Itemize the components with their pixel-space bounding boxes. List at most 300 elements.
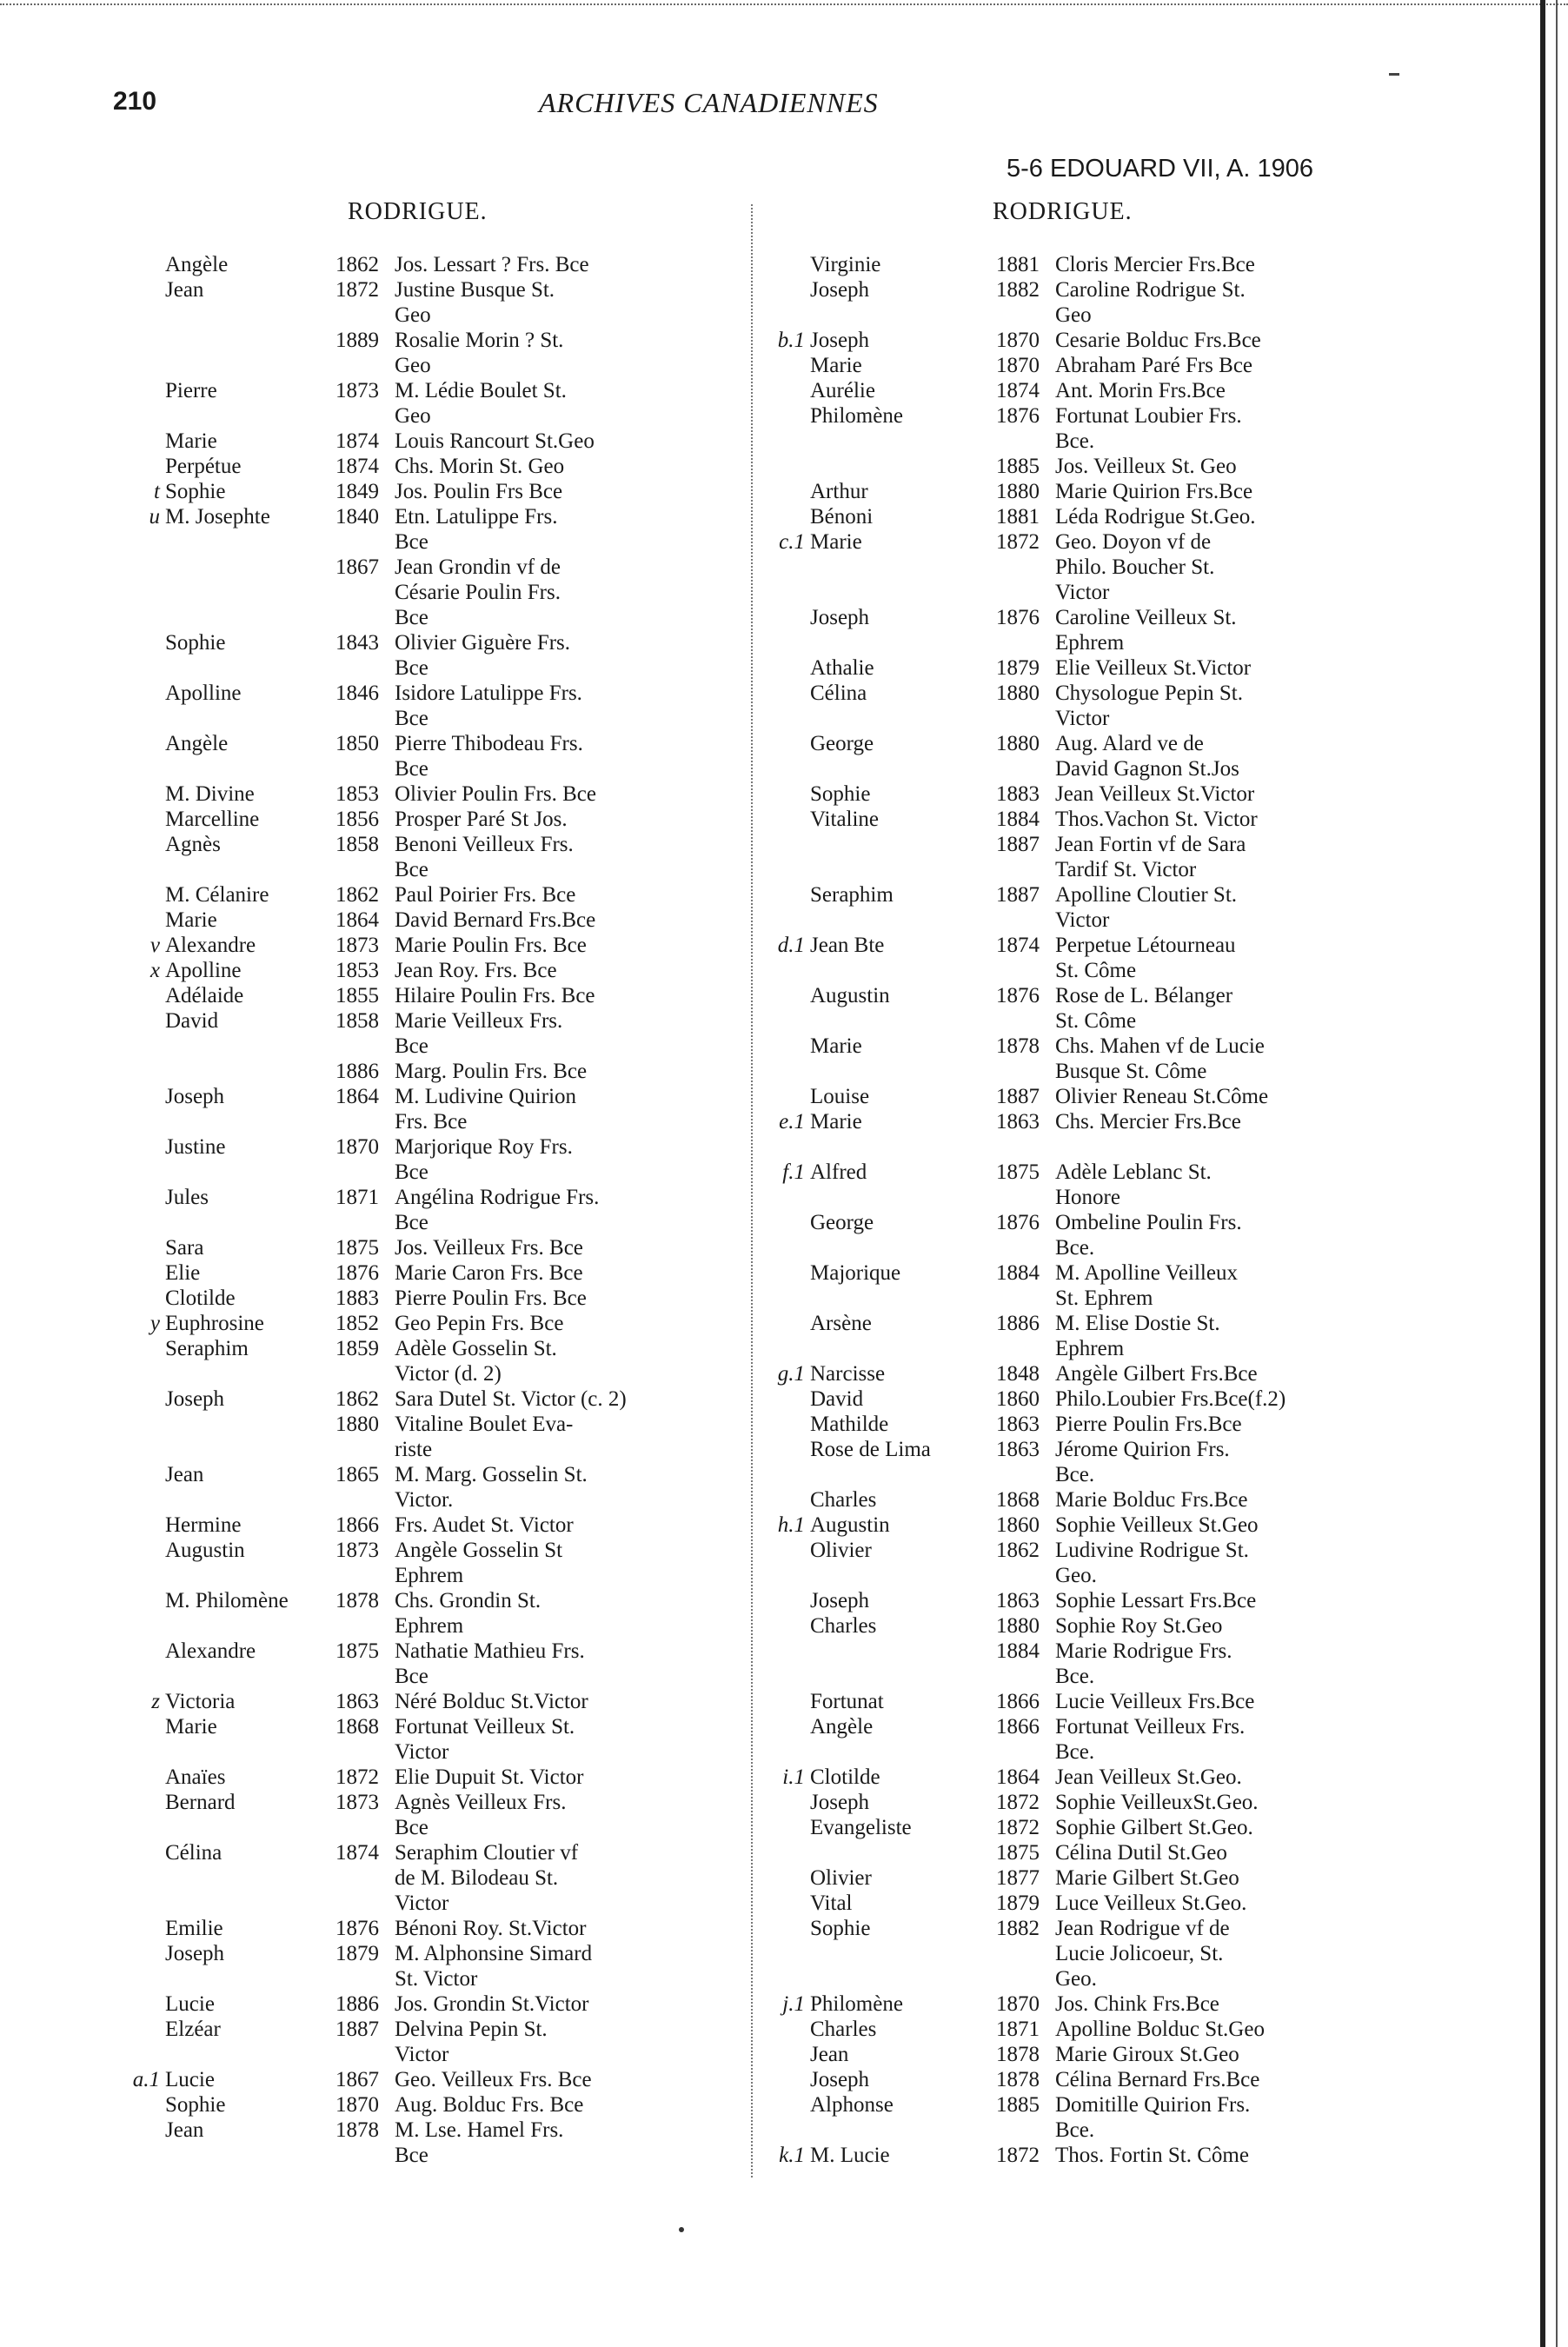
register-entry — [113, 429, 739, 454]
entry-mark — [758, 1613, 810, 1639]
entry-name: Joseph — [165, 1387, 225, 1411]
entry-year — [336, 2042, 395, 2067]
entry-name: Joseph — [810, 1589, 870, 1612]
register-entry — [113, 933, 739, 958]
register-entry — [113, 1689, 739, 1714]
entry-name: Joseph — [165, 1085, 225, 1108]
entry-year — [336, 857, 395, 882]
entry-spouse: St. Ephrem — [1055, 1287, 1153, 1310]
entry-year: 1881 — [996, 505, 1040, 529]
entry-name: Vitaline — [810, 808, 880, 831]
entry-mark — [758, 1714, 810, 1739]
entry-name: M. Célanire — [165, 883, 269, 907]
entry-year: 1863 — [996, 1589, 1040, 1612]
entry-name: Marie — [810, 1110, 862, 1134]
entry-mark — [758, 1916, 810, 1941]
entry-spouse: Marie Veilleux Frs. — [395, 1009, 563, 1033]
register-entry — [758, 1437, 1419, 1462]
entry-year — [336, 353, 395, 378]
register-entry — [113, 1185, 739, 1210]
entry-spouse: St. Victor — [395, 1967, 478, 1991]
entry-name: Sophie — [810, 782, 871, 806]
register-entry — [758, 1109, 1419, 1134]
entry-spouse: Olivier Giguère Frs. — [395, 631, 571, 655]
entry-mark — [113, 807, 165, 832]
entry-mark — [758, 1336, 810, 1361]
entry-name: M. Divine — [165, 782, 255, 806]
entry-mark — [113, 403, 165, 429]
register-entry — [113, 1487, 739, 1513]
entry-spouse: Olivier Poulin Frs. Bce — [395, 782, 596, 806]
entry-year — [996, 1462, 1055, 1487]
entry-year: 1878 — [996, 1034, 1040, 1058]
entry-year: 1874 — [336, 429, 379, 453]
entry-spouse: Isidore Latulippe Frs. — [395, 681, 582, 705]
entry-mark — [758, 1790, 810, 1815]
entry-spouse: Paul Poirier Frs. Bce — [395, 883, 576, 907]
register-entry — [113, 781, 739, 807]
entry-spouse: Hilaire Poulin Frs. Bce — [395, 984, 595, 1007]
entry-mark — [758, 756, 810, 781]
entry-name: Adélaide — [165, 984, 244, 1007]
entry-mark — [758, 1134, 810, 1160]
entry-name: Athalie — [810, 656, 874, 680]
entry-year: 1870 — [336, 2093, 379, 2117]
register-entry — [758, 2092, 1419, 2118]
register-entry — [113, 1538, 739, 1563]
entry-spouse: Bce. — [1055, 2118, 1095, 2142]
entry-name — [810, 857, 996, 882]
entry-name: Marie — [810, 530, 862, 554]
entry-spouse: Geo — [395, 404, 431, 428]
register-entry — [113, 1714, 739, 1739]
entry-spouse: Pierre Thibodeau Frs. — [395, 732, 583, 755]
entry-mark — [113, 655, 165, 681]
entry-spouse: Busque St. Côme — [1055, 1060, 1207, 1083]
register-entry — [758, 681, 1419, 706]
register-entry — [113, 1286, 739, 1311]
entry-name: M. Josephte — [165, 505, 270, 529]
entry-year: 1840 — [336, 505, 379, 529]
entry-mark — [758, 1487, 810, 1513]
register-entry — [758, 303, 1419, 328]
entry-mark — [113, 605, 165, 630]
entry-mark — [113, 1286, 165, 1311]
register-entry — [758, 731, 1419, 756]
entry-name: Pierre — [165, 379, 217, 402]
entry-name — [165, 857, 336, 882]
entry-spouse: Jos. Veilleux Frs. Bce — [395, 1236, 583, 1260]
entry-mark — [758, 1210, 810, 1235]
entry-year: 1862 — [336, 883, 379, 907]
register-entry — [113, 2092, 739, 2118]
entry-mark — [113, 1487, 165, 1513]
entry-spouse: Marie Caron Frs. Bce — [395, 1261, 583, 1285]
right-column-heading: RODRIGUE. — [993, 198, 1133, 225]
register-entry — [758, 555, 1419, 580]
entry-mark — [758, 2092, 810, 2118]
entry-spouse: M. Alphonsine Simard — [395, 1942, 593, 1965]
register-entry — [113, 529, 739, 555]
entry-mark — [758, 2042, 810, 2067]
register-entry — [113, 908, 739, 933]
entry-mark — [758, 2118, 810, 2143]
entry-year: 1876 — [996, 984, 1040, 1007]
register-entry — [113, 1563, 739, 1588]
entry-spouse: Bce — [395, 1211, 429, 1234]
register-entry — [758, 1412, 1419, 1437]
entry-year — [996, 630, 1055, 655]
entry-year — [996, 429, 1055, 454]
entry-name — [165, 1739, 336, 1765]
entry-year: 1873 — [336, 934, 379, 957]
register-entry — [758, 882, 1419, 908]
entry-mark — [758, 277, 810, 303]
entry-mark — [113, 1815, 165, 1840]
entry-mark — [758, 1286, 810, 1311]
entry-mark — [113, 2092, 165, 2118]
entry-name — [165, 328, 336, 353]
entry-name: Sophie — [810, 1917, 871, 1940]
entry-name — [165, 655, 336, 681]
entry-year: 1849 — [336, 480, 379, 503]
register-entry — [758, 1260, 1419, 1286]
register-entry — [758, 1588, 1419, 1613]
entry-year — [336, 1109, 395, 1134]
entry-spouse: M. Lédie Boulet St. — [395, 379, 567, 402]
register-entry — [113, 1991, 739, 2017]
register-entry — [113, 277, 739, 303]
entry-name: Marcelline — [165, 808, 260, 831]
entry-name: Charles — [810, 2018, 877, 2041]
scan-artifact-top — [0, 3, 1568, 14]
entry-year: 1889 — [336, 329, 379, 352]
register-entry — [758, 1966, 1419, 1991]
entry-name: Joseph — [810, 329, 870, 352]
register-entry — [758, 1991, 1419, 2017]
entry-name — [165, 529, 336, 555]
entry-year: 1882 — [996, 278, 1040, 302]
entry-name: Joseph — [810, 2068, 870, 2091]
entry-mark — [113, 630, 165, 655]
entry-mark — [758, 983, 810, 1008]
entry-mark: j.1 — [782, 1992, 805, 2016]
register-entry — [113, 1941, 739, 1966]
register-entry — [113, 1260, 739, 1286]
entry-name — [810, 1286, 996, 1311]
entry-year: 1866 — [996, 1690, 1040, 1713]
entry-spouse: Domitille Quirion Frs. — [1055, 2093, 1251, 2117]
register-entry — [758, 1210, 1419, 1235]
entry-year: 1876 — [996, 404, 1040, 428]
entry-name: M. Lucie — [810, 2144, 890, 2167]
register-entry — [758, 479, 1419, 504]
entry-spouse: Chs. Mahen vf de Lucie — [1055, 1034, 1265, 1058]
entry-mark — [113, 1739, 165, 1765]
entry-mark — [113, 1588, 165, 1613]
entry-mark — [758, 1563, 810, 1588]
entry-mark — [113, 2118, 165, 2143]
entry-spouse: Geo. Veilleux Frs. Bce — [395, 2068, 592, 2091]
entry-year — [996, 1966, 1055, 1991]
entry-name — [165, 1487, 336, 1513]
entry-spouse: Chysologue Pepin St. — [1055, 681, 1243, 705]
entry-mark — [113, 303, 165, 328]
entry-name: Emilie — [165, 1917, 223, 1940]
entry-name — [165, 1815, 336, 1840]
register-entry — [113, 479, 739, 504]
entry-mark — [113, 429, 165, 454]
entry-mark — [758, 832, 810, 857]
entry-year — [336, 706, 395, 731]
entry-spouse: Cloris Mercier Frs.Bce — [1055, 253, 1255, 276]
entry-name — [810, 832, 996, 857]
register-entry — [113, 328, 739, 353]
register-entry — [758, 807, 1419, 832]
entry-mark — [758, 353, 810, 378]
register-entry — [113, 1588, 739, 1613]
entry-year — [336, 1361, 395, 1386]
entry-year — [336, 756, 395, 781]
entry-spouse: Célina Bernard Frs.Bce — [1055, 2068, 1260, 2091]
entry-mark — [758, 1412, 810, 1437]
entry-name: Alphonse — [810, 2093, 894, 2117]
entry-spouse: Bce — [395, 858, 429, 881]
page-edge-border — [1540, 0, 1545, 2347]
entry-year: 1862 — [996, 1539, 1040, 1562]
register-entry — [113, 983, 739, 1008]
entry-mark — [758, 403, 810, 429]
register-entry — [113, 1336, 739, 1361]
register-entry — [758, 1714, 1419, 1739]
entry-spouse: Elie Veilleux St.Victor — [1055, 656, 1252, 680]
entry-spouse: Jean Fortin vf de Sara — [1055, 833, 1246, 856]
scan-mark — [1389, 73, 1399, 76]
entry-name: David — [165, 1009, 219, 1033]
register-entry — [113, 1386, 739, 1412]
entry-name — [165, 1210, 336, 1235]
entry-mark — [113, 1790, 165, 1815]
entry-year: 1887 — [996, 883, 1040, 907]
entry-mark — [758, 1260, 810, 1286]
entry-mark — [758, 706, 810, 731]
entry-mark — [113, 1210, 165, 1235]
entry-spouse: Abraham Paré Frs Bce — [1055, 354, 1253, 377]
entry-year: 1878 — [336, 2118, 379, 2142]
entry-year: 1884 — [996, 808, 1040, 831]
entry-year: 1872 — [336, 278, 379, 302]
entry-year: 1863 — [996, 1413, 1040, 1436]
entry-mark — [758, 958, 810, 983]
entry-year: 1866 — [996, 1715, 1040, 1739]
entry-mark — [758, 303, 810, 328]
entry-mark: k.1 — [779, 2144, 805, 2167]
entry-name: Philomène — [810, 1992, 903, 2016]
entry-mark — [758, 555, 810, 580]
entry-name — [810, 1008, 996, 1034]
entry-name — [810, 1966, 996, 1991]
entry-mark — [758, 655, 810, 681]
entry-name: Apolline — [165, 959, 242, 982]
entry-name — [165, 1891, 336, 1916]
entry-mark: i.1 — [782, 1765, 805, 1789]
entry-name: Olivier — [810, 1866, 872, 1890]
entry-name: Clotilde — [810, 1765, 880, 1789]
entry-spouse: Luce Veilleux St.Geo. — [1055, 1892, 1247, 1915]
register-entry — [113, 1966, 739, 1991]
entry-mark — [758, 630, 810, 655]
entry-spouse: Chs. Mercier Frs.Bce — [1055, 1110, 1241, 1134]
entry-spouse: Perpetue Létourneau — [1055, 934, 1236, 957]
entry-spouse: Thos. Fortin St. Côme — [1055, 2144, 1249, 2167]
entry-spouse: Victor — [395, 1892, 449, 1915]
entry-name — [810, 630, 996, 655]
entry-year: 1867 — [336, 555, 379, 579]
entry-year: 1884 — [996, 1261, 1040, 1285]
register-entry — [758, 1487, 1419, 1513]
entry-spouse: Ombeline Poulin Frs. — [1055, 1211, 1242, 1234]
entry-mark — [758, 1185, 810, 1210]
register-entry — [113, 1865, 739, 1891]
entry-spouse: Bce — [395, 1034, 429, 1058]
entry-name — [165, 1437, 336, 1462]
entry-year: 1872 — [996, 530, 1040, 554]
entry-year — [336, 1210, 395, 1235]
entry-name: Fortunat — [810, 1690, 884, 1713]
entry-year — [996, 857, 1055, 882]
entry-spouse: Philo. Boucher St. — [1055, 555, 1215, 579]
entry-name: Arthur — [810, 480, 868, 503]
entry-mark: y — [149, 1312, 160, 1335]
entry-year: 1873 — [336, 379, 379, 402]
entry-mark — [758, 252, 810, 277]
entry-mark — [758, 731, 810, 756]
entry-spouse: Pierre Poulin Frs.Bce — [1055, 1413, 1242, 1436]
register-entry — [113, 1613, 739, 1639]
register-entry — [758, 2042, 1419, 2067]
entry-spouse: Victor — [395, 1740, 449, 1764]
entry-name: Vital — [810, 1892, 853, 1915]
entry-mark — [758, 1639, 810, 1664]
register-entry — [113, 353, 739, 378]
entry-year: 1880 — [996, 732, 1040, 755]
register-entry — [758, 2017, 1419, 2042]
entry-name — [165, 1361, 336, 1386]
entry-spouse: Bce — [395, 656, 429, 680]
entry-spouse: Victor — [1055, 908, 1110, 932]
entry-mark — [113, 731, 165, 756]
entry-mark — [758, 1059, 810, 1084]
entry-spouse: Marie Giroux St.Geo — [1055, 2043, 1239, 2066]
entry-mark — [758, 378, 810, 403]
entry-spouse: Jos. Veilleux St. Geo — [1055, 455, 1237, 478]
register-entry — [113, 832, 739, 857]
register-entry — [113, 1462, 739, 1487]
entry-spouse: Delvina Pepin St. — [395, 2018, 548, 2041]
entry-year: 1878 — [996, 2043, 1040, 2066]
register-entry — [758, 1916, 1419, 1941]
entry-year: 1887 — [996, 833, 1040, 856]
register-entry — [758, 1336, 1419, 1361]
register-entry — [758, 1185, 1419, 1210]
entry-year — [996, 756, 1055, 781]
entry-year: 1864 — [336, 908, 379, 932]
entry-year — [996, 1185, 1055, 1210]
entry-mark — [758, 807, 810, 832]
entry-mark — [113, 1840, 165, 1865]
entry-year: 1853 — [336, 782, 379, 806]
entry-spouse: Adèle Gosselin St. — [395, 1337, 557, 1360]
entry-mark — [113, 1714, 165, 1739]
entry-mark — [758, 1966, 810, 1991]
register-entry — [758, 1311, 1419, 1336]
entry-name: Jean — [165, 2118, 204, 2142]
entry-spouse: Nathatie Mathieu Frs. — [395, 1639, 585, 1663]
entry-name — [810, 454, 996, 479]
running-title: ARCHIVES CANADIENNES — [539, 87, 879, 118]
entry-name: Louise — [810, 1085, 870, 1108]
entry-year: 1846 — [336, 681, 379, 705]
entry-spouse: M. Apolline Veilleux — [1055, 1261, 1238, 1285]
entry-spouse: Prosper Paré St Jos. — [395, 808, 568, 831]
entry-mark: b.1 — [777, 329, 805, 352]
entry-mark — [113, 1059, 165, 1084]
entry-spouse: Fortunat Loubier Frs. — [1055, 404, 1242, 428]
entry-mark: c.1 — [779, 530, 805, 554]
register-entry — [758, 908, 1419, 933]
entry-name: Rose de Lima — [810, 1438, 931, 1461]
entry-year: 1850 — [336, 732, 379, 755]
entry-year: 1880 — [336, 1413, 379, 1436]
entry-year: 1855 — [336, 984, 379, 1007]
register-entry — [113, 1639, 739, 1664]
entry-mark — [113, 781, 165, 807]
entry-year — [336, 1487, 395, 1513]
entry-year: 1877 — [996, 1866, 1040, 1890]
entry-name — [810, 1336, 996, 1361]
entry-year — [336, 1966, 395, 1991]
entry-name: M. Philomène — [165, 1589, 289, 1612]
entry-year: 1879 — [996, 656, 1040, 680]
entry-name — [810, 1235, 996, 1260]
entry-spouse: Angélina Rodrigue Frs. — [395, 1186, 600, 1209]
entry-year: 1866 — [336, 1513, 379, 1537]
entry-name: Marie — [810, 354, 862, 377]
register-entry — [758, 1664, 1419, 1689]
entry-year: 1882 — [996, 1917, 1040, 1940]
entry-name: Célina — [810, 681, 867, 705]
entry-spouse: Bce. — [1055, 429, 1095, 453]
entry-spouse: Ephrem — [395, 1564, 464, 1587]
register-entry — [758, 2143, 1419, 2168]
entry-mark — [758, 908, 810, 933]
register-entry — [758, 529, 1419, 555]
entry-name: Arsène — [810, 1312, 872, 1335]
entry-year: 1878 — [336, 1589, 379, 1612]
register-entry — [758, 630, 1419, 655]
entry-spouse: Caroline Rodrigue St. — [1055, 278, 1246, 302]
entry-mark — [113, 1008, 165, 1034]
entry-spouse: Jos. Lessart ? Frs. Bce — [395, 253, 589, 276]
register-entry — [758, 1134, 1419, 1160]
entry-name: Angèle — [810, 1715, 874, 1739]
entry-name — [810, 958, 996, 983]
entry-mark: t — [154, 480, 160, 503]
register-entry — [758, 983, 1419, 1008]
entry-spouse: Apolline Cloutier St. — [1055, 883, 1238, 907]
entry-spouse: St. Côme — [1055, 1009, 1137, 1033]
entry-mark — [758, 2017, 810, 2042]
